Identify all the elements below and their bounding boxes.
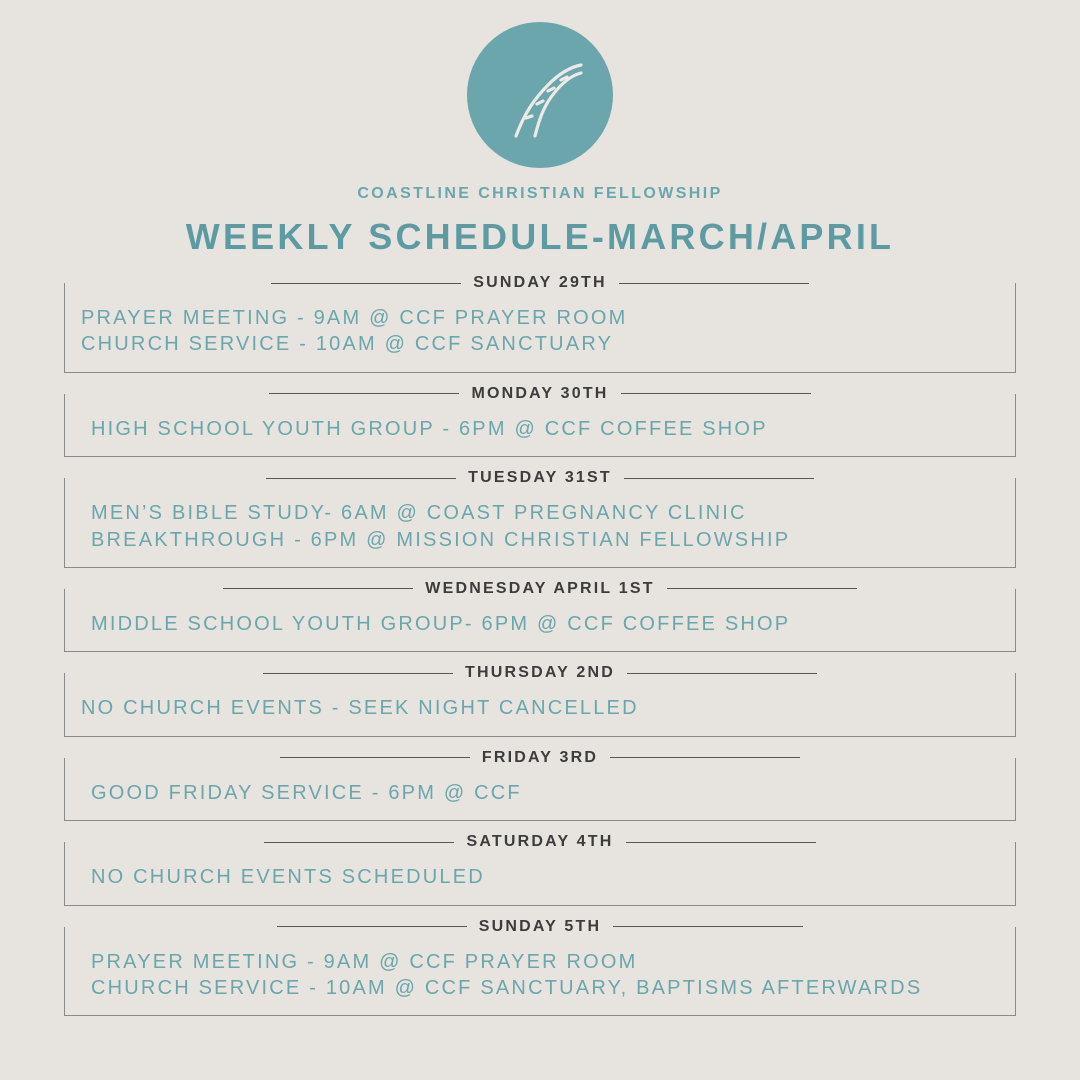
divider-left — [264, 842, 454, 843]
day-block — [64, 749, 1016, 821]
day-header — [64, 385, 1016, 403]
event-line: MIDDLE SCHOOL YOUTH GROUP- 6PM @ CCF COFFEE SHOP — [91, 612, 791, 635]
winding-road-icon — [467, 22, 613, 168]
schedule-list — [0, 274, 1080, 1016]
day-events-box — [64, 478, 1016, 568]
divider-left — [271, 283, 461, 284]
divider-right — [613, 926, 803, 927]
organization-name: COASTLINE CHRISTIAN FELLOWSHIP — [357, 185, 723, 202]
day-header — [64, 664, 1016, 682]
event-line: CHURCH SERVICE - 10AM @ CCF SANCTUARY, BAPTISMS AFTERWARDS — [91, 976, 923, 999]
day-events-box — [64, 927, 1016, 1017]
day-header — [64, 749, 1016, 767]
divider-right — [619, 283, 809, 284]
day-events-box — [64, 394, 1016, 457]
day-label: SUNDAY 5TH — [478, 917, 602, 935]
day-header — [64, 580, 1016, 598]
event-line: NO CHURCH EVENTS - SEEK NIGHT CANCELLED — [81, 697, 639, 720]
day-header — [64, 918, 1016, 936]
day-block — [64, 274, 1016, 373]
day-header — [64, 274, 1016, 292]
divider-right — [621, 393, 811, 394]
page-title: WEEKLY SCHEDULE-MARCH/APRIL — [185, 216, 895, 257]
day-block — [64, 664, 1016, 736]
event-line: PRAYER MEETING - 9AM @ CCF PRAYER ROOM — [81, 307, 628, 329]
day-block — [64, 833, 1016, 905]
day-header — [64, 469, 1016, 487]
day-block — [64, 918, 1016, 1017]
event-line: NO CHURCH EVENTS SCHEDULED — [91, 866, 485, 889]
event-line: MEN’S BIBLE STUDY- 6AM @ COAST PREGNANCY CLINIC — [91, 502, 747, 525]
day-label: FRIDAY 3RD — [481, 748, 599, 766]
day-events-box — [64, 758, 1016, 821]
logo-container — [0, 0, 1080, 168]
divider-left — [223, 588, 413, 589]
divider-right — [610, 757, 800, 758]
divider-right — [667, 588, 857, 589]
day-block — [64, 580, 1016, 652]
day-label: WEDNESDAY APRIL 1ST — [425, 579, 655, 597]
divider-left — [277, 926, 467, 927]
day-label: THURSDAY 2ND — [465, 664, 615, 682]
divider-right — [624, 478, 814, 479]
divider-right — [627, 673, 817, 674]
event-line: HIGH SCHOOL YOUTH GROUP - 6PM @ CCF COFFEE SHOP — [91, 417, 768, 440]
divider-left — [263, 673, 453, 674]
day-block — [64, 469, 1016, 568]
day-label: TUESDAY 31ST — [468, 469, 612, 487]
event-line: BREAKTHROUGH - 6PM @ MISSION CHRISTIAN FELLOWSHIP — [91, 528, 791, 551]
event-line: CHURCH SERVICE - 10AM @ CCF SANCTUARY — [81, 333, 614, 356]
day-block — [64, 385, 1016, 457]
event-line: GOOD FRIDAY SERVICE - 6PM @ CCF — [91, 781, 522, 804]
day-label: SATURDAY 4TH — [466, 833, 614, 851]
day-events-box — [64, 589, 1016, 652]
divider-right — [626, 842, 816, 843]
day-label: MONDAY 30TH — [471, 384, 609, 402]
day-events-box — [64, 283, 1016, 373]
divider-left — [280, 757, 470, 758]
divider-left — [266, 478, 456, 479]
day-events-box — [64, 842, 1016, 905]
divider-left — [269, 393, 459, 394]
event-line: PRAYER MEETING - 9AM @ CCF PRAYER ROOM — [91, 950, 638, 973]
day-label: SUNDAY 29TH — [473, 274, 607, 291]
day-events-box — [64, 673, 1016, 736]
day-header — [64, 833, 1016, 851]
